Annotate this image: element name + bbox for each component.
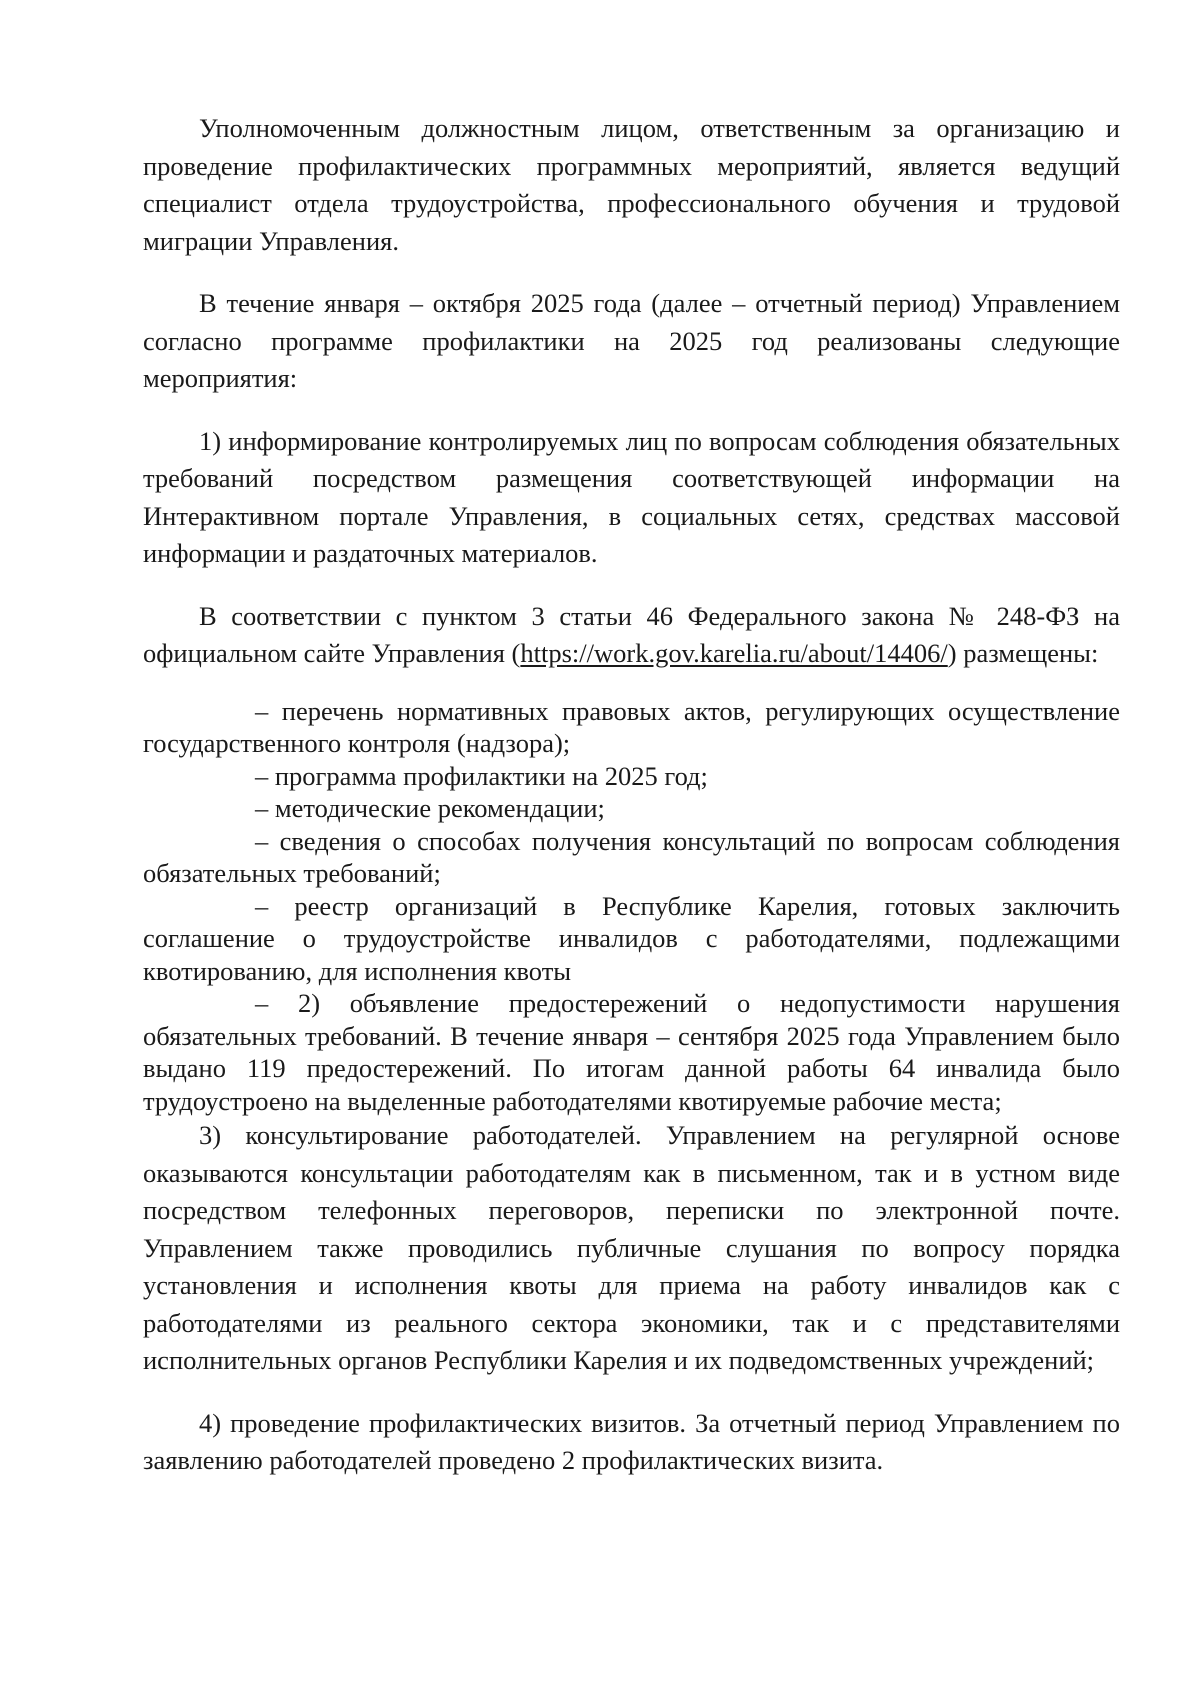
list-item: – программа профилактики на 2025 год; — [143, 760, 1120, 793]
list-item-warnings: – 2) объявление предостережений о недопустимости нарушения обязательных требований. В течение января – сентября 2025 года Управлением было выдано 119 предостережений. По итогам данной работы 64 инвалида было трудоустроено на выделенные работодателями квотируемые рабочие места; — [143, 988, 1120, 1116]
list-item-visits: 4) проведение профилактических визитов. За отчетный период Управлением по заявлению работодателей проведено 2 профилактических визита. — [143, 1407, 1120, 1475]
published-materials-list — [143, 695, 1120, 1118]
document-page — [143, 110, 1120, 1480]
list-item: – сведения о способах получения консультаций по вопросам соблюдения обязательных требований; — [143, 825, 1120, 888]
dash-bullet: – — [255, 695, 269, 726]
website-link[interactable]: https://work.gov.karelia.ru/about/14406/ — [520, 638, 948, 668]
list-item: – методические рекомендации; — [143, 792, 1120, 825]
law-text-before: В соответствии с пунктом 3 статьи 46 Федерального закона № 248-ФЗ на официальном сайте Управления ( — [143, 600, 1120, 668]
dash-bullet: – — [255, 825, 269, 856]
law-text-after: ) размещены: — [947, 638, 1099, 668]
list-item: – перечень нормативных правовых актов, регулирующих осуществление государственного контроля (надзора); — [143, 695, 1120, 758]
list-item: – реестр организаций в Республике Карелия, готовых заключить соглашение о трудоустройстве инвалидов с работодателями, подлежащими квотированию, для исполнения квоты — [143, 890, 1120, 986]
paragraph-law-reference — [143, 598, 1120, 673]
list-item-informing: 1) информирование контролируемых лиц по вопросам соблюдения обязательных требований посредством размещения соответствующей информации на Интерактивном портале Управления, в социальных сетях, средствах массовой информации и раздаточных материалов. — [143, 425, 1120, 568]
paragraph-authorized-official: Уполномоченным должностным лицом, ответственным за организацию и проведение профилактических программных мероприятий, является ведущий специалист отдела трудоустройства, профессионального обучения и трудовой миграции Управления. — [143, 113, 1120, 256]
dash-bullet: – — [255, 760, 269, 791]
paragraph-reporting-period: В течение января – октября 2025 года (далее – отчетный период) Управлением согласно программе профилактики на 2025 год реализованы следующие мероприятия: — [143, 288, 1120, 393]
list-item-consulting: 3) консультирование работодателей. Управлением на регулярной основе оказываются консультации работодателям как в письменном, так и в устном виде посредством телефонных переговоров, переписки по электронной почте. Управлением также проводились публичные слушания по вопросу порядка установления и исполнения квоты для приема на работу инвалидов как с работодателями из реального сектора экономики, так и с представителями исполнительных органов Республики Карелия и их подведомственных учреждений; — [143, 1120, 1120, 1375]
dash-bullet: – — [255, 988, 269, 1018]
dash-bullet: – — [255, 890, 269, 921]
dash-bullet: – — [255, 793, 269, 823]
